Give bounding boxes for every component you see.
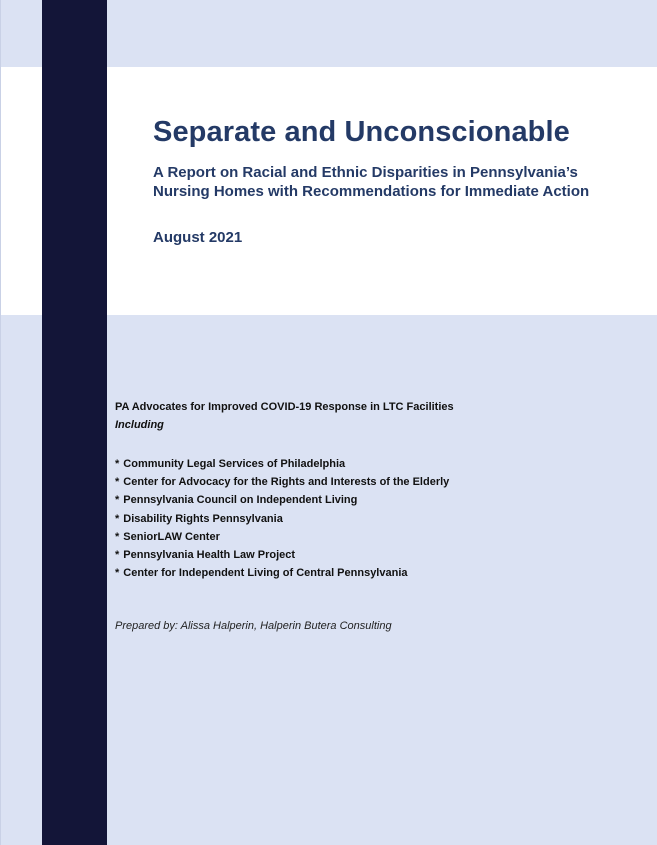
member-name: Pennsylvania Council on Independent Living: [123, 494, 358, 507]
member-name: Disability Rights Pennsylvania: [123, 512, 283, 525]
report-title: Separate and Unconscionable: [153, 116, 570, 148]
subtitle-line-1: A Report on Racial and Ethnic Disparities in Pennsylvania’s: [153, 164, 578, 181]
bullet-marker: *: [115, 530, 120, 543]
list-item: [115, 564, 449, 582]
bullet-marker: *: [115, 494, 120, 507]
subtitle-line-2: Nursing Homes with Recommendations for Immediate Action: [153, 183, 590, 200]
bullet-marker: *: [115, 567, 120, 580]
list-item: [115, 455, 449, 473]
bullet-marker: *: [115, 512, 120, 525]
member-name: Pennsylvania Health Law Project: [123, 549, 296, 562]
report-date: August 2021: [153, 229, 243, 246]
member-name: Community Legal Services of Philadelphia: [123, 458, 346, 470]
member-organizations-list: [115, 455, 449, 582]
list-item: [115, 510, 449, 528]
including-label: Including: [115, 419, 164, 431]
list-item: [115, 473, 449, 491]
report-subtitle: [153, 163, 589, 201]
member-name: SeniorLAW Center: [123, 530, 220, 543]
navy-vertical-stripe: [42, 0, 107, 845]
coalition-name: PA Advocates for Improved COVID-19 Response in LTC Facilities: [115, 401, 454, 413]
member-name: Center for Independent Living of Central Pennsylvania: [123, 567, 408, 580]
list-item: [115, 546, 449, 564]
page-left-edge: [0, 0, 1, 845]
bullet-marker: *: [115, 549, 120, 562]
list-item: [115, 491, 449, 509]
member-name: Center for Advocacy for the Rights and Interests of the Elderly: [123, 476, 450, 489]
prepared-by-credit: Prepared by: Alissa Halperin, Halperin Butera Consulting: [115, 620, 392, 632]
bullet-marker: *: [115, 476, 120, 489]
list-item: [115, 528, 449, 546]
bullet-marker: *: [115, 458, 120, 470]
